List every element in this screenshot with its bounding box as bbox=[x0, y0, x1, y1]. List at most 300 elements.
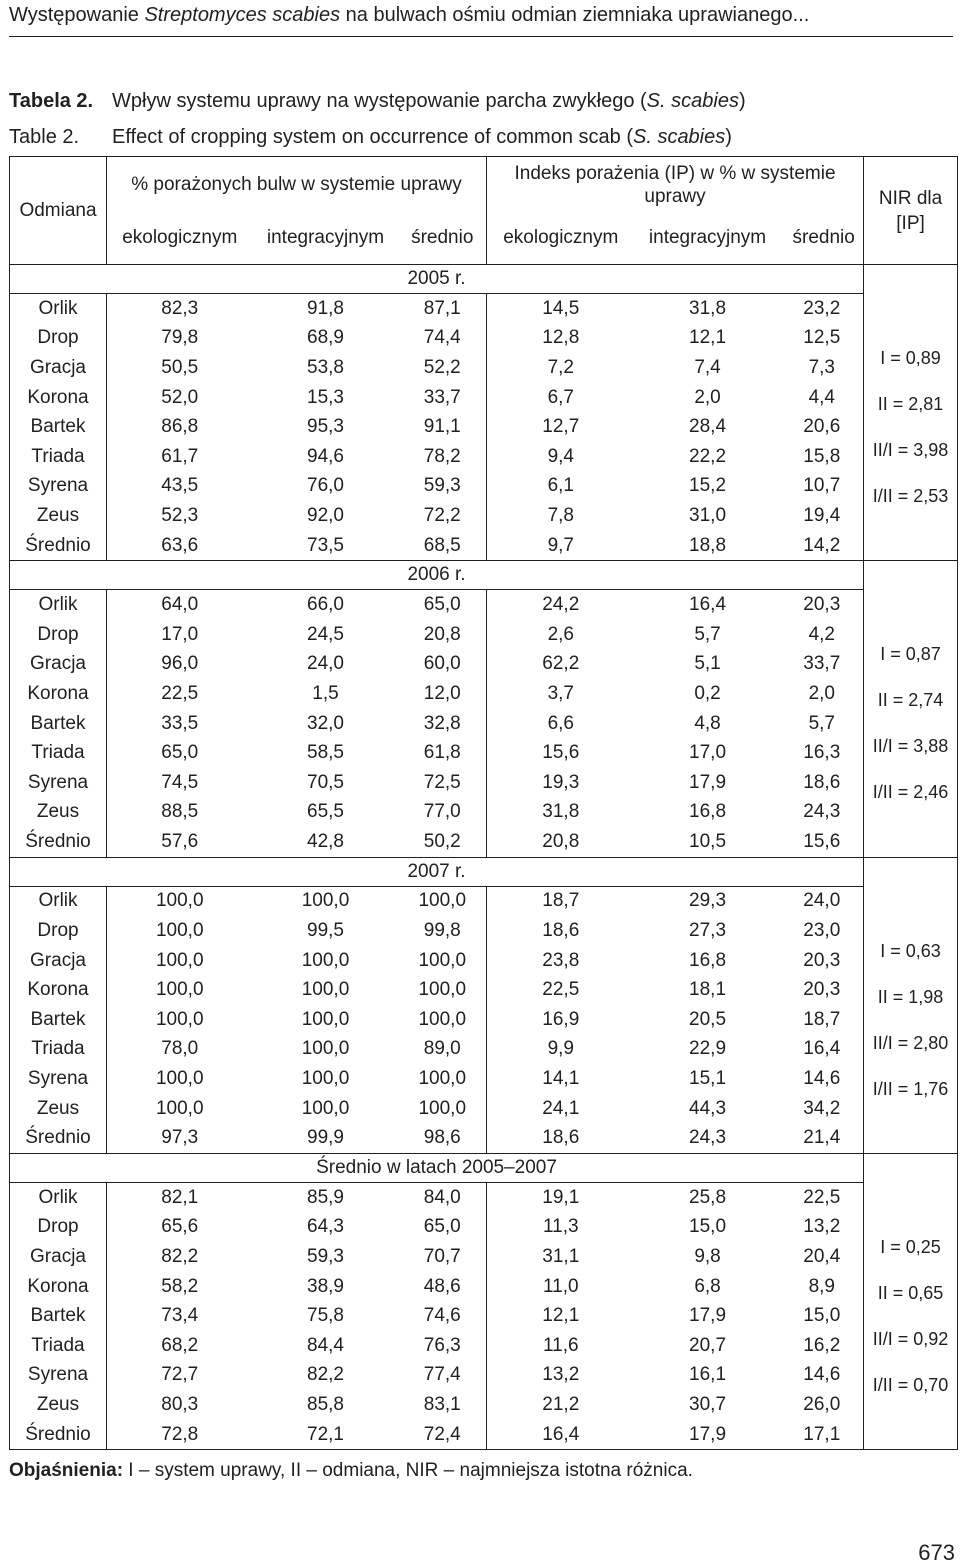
value-cell: 9,4 bbox=[547, 445, 574, 467]
nir-spacer bbox=[864, 265, 958, 294]
value-cell: 15,6 bbox=[542, 742, 580, 764]
value-cell: 74,4 bbox=[399, 324, 487, 354]
value-cell: 31,1 bbox=[542, 1246, 580, 1268]
value-cell: 16,4 bbox=[781, 1035, 864, 1065]
variety-cell: Średnio bbox=[10, 531, 107, 561]
value-cell: 6,6 bbox=[547, 712, 574, 734]
value-cell: 6,1 bbox=[547, 475, 574, 497]
value-cell: 5,7 bbox=[781, 709, 864, 739]
caption-en-label: Table 2. bbox=[9, 126, 80, 148]
variety-cell: Orlik bbox=[10, 886, 107, 916]
value-cell: 16,9 bbox=[542, 1008, 580, 1030]
value-cell: 7,4 bbox=[694, 356, 721, 378]
table-row bbox=[10, 768, 958, 798]
value-cell: 100,0 bbox=[301, 890, 350, 912]
value-cell: 7,3 bbox=[781, 353, 864, 383]
value-cell: 16,4 bbox=[487, 1420, 635, 1450]
value-cell: 82,3 bbox=[161, 297, 199, 319]
value-cell: 18,1 bbox=[689, 979, 727, 1001]
nir-value: I = 0,63 bbox=[880, 940, 941, 961]
value-cell: 72,7 bbox=[161, 1364, 199, 1386]
variety-cell: Korona bbox=[10, 679, 107, 709]
table-row bbox=[10, 946, 958, 976]
variety-cell: Drop bbox=[10, 620, 107, 650]
table-row bbox=[10, 1035, 958, 1065]
value-cell: 11,0 bbox=[542, 1275, 579, 1297]
value-cell: 15,6 bbox=[781, 827, 864, 857]
value-cell: 88,5 bbox=[161, 801, 199, 823]
value-cell: 15,0 bbox=[689, 1216, 727, 1238]
value-cell: 100,0 bbox=[301, 949, 350, 971]
nir-value: I/II = 2,53 bbox=[872, 485, 949, 506]
variety-cell: Gracja bbox=[10, 353, 107, 383]
variety-cell: Zeus bbox=[10, 1390, 107, 1420]
value-cell: 17,9 bbox=[635, 1420, 781, 1450]
value-cell: 96,0 bbox=[161, 653, 199, 675]
value-cell: 52,2 bbox=[399, 353, 487, 383]
table-caption-pl bbox=[9, 90, 746, 113]
value-cell: 64,0 bbox=[161, 594, 199, 616]
value-cell: 42,8 bbox=[253, 827, 399, 857]
value-cell: 72,5 bbox=[399, 768, 487, 798]
caption-en-italic: S. scabies bbox=[632, 126, 726, 148]
value-cell: 22,5 bbox=[161, 682, 199, 704]
value-cell: 7,8 bbox=[547, 504, 574, 526]
section-year: 2005 r. bbox=[10, 265, 864, 294]
value-cell: 72,2 bbox=[399, 501, 487, 531]
nir-value: II/I = 3,98 bbox=[872, 439, 949, 460]
value-cell: 12,0 bbox=[399, 679, 487, 709]
variety-cell: Orlik bbox=[10, 590, 107, 620]
value-cell: 50,5 bbox=[161, 356, 199, 378]
table-row bbox=[10, 383, 958, 413]
value-cell: 16,8 bbox=[689, 801, 727, 823]
table-row bbox=[10, 709, 958, 739]
table-row bbox=[10, 975, 958, 1005]
value-cell: 16,2 bbox=[781, 1331, 864, 1361]
value-cell: 17,0 bbox=[689, 742, 727, 764]
value-cell: 12,1 bbox=[689, 327, 727, 349]
value-cell: 100,0 bbox=[301, 979, 350, 1001]
value-cell: 15,3 bbox=[307, 386, 344, 408]
value-cell: 24,5 bbox=[307, 623, 344, 645]
nir-values-cell bbox=[864, 294, 958, 561]
value-cell: 22,9 bbox=[689, 1038, 727, 1060]
value-cell: 58,5 bbox=[307, 742, 344, 764]
value-cell: 100,0 bbox=[155, 1008, 204, 1030]
value-cell: 22,5 bbox=[542, 979, 580, 1001]
value-cell: 58,2 bbox=[161, 1275, 199, 1297]
variety-cell: Bartek bbox=[10, 1005, 107, 1035]
value-cell: 2,6 bbox=[547, 623, 574, 645]
value-cell: 3,7 bbox=[547, 682, 574, 704]
value-cell: 98,6 bbox=[399, 1123, 487, 1153]
value-cell: 100,0 bbox=[301, 1008, 350, 1030]
value-cell: 32,0 bbox=[307, 712, 344, 734]
value-cell: 10,5 bbox=[635, 827, 781, 857]
value-cell: 10,7 bbox=[781, 472, 864, 502]
value-cell: 61,7 bbox=[161, 445, 199, 467]
value-cell: 91,8 bbox=[307, 297, 344, 319]
variety-cell: Korona bbox=[10, 975, 107, 1005]
value-cell: 68,9 bbox=[307, 327, 344, 349]
value-cell: 100,0 bbox=[155, 1097, 204, 1119]
header-group-infected: % porażonych bulw w systemie uprawy bbox=[107, 157, 487, 213]
nir-value: I = 0,87 bbox=[880, 644, 941, 665]
value-cell: 33,7 bbox=[781, 650, 864, 680]
header-odmiana: Odmiana bbox=[10, 157, 107, 265]
value-cell: 77,0 bbox=[399, 798, 487, 828]
value-cell: 82,2 bbox=[307, 1364, 344, 1386]
data-table bbox=[9, 156, 958, 1450]
value-cell: 20,4 bbox=[781, 1242, 864, 1272]
value-cell: 78,0 bbox=[161, 1038, 199, 1060]
value-cell: 20,3 bbox=[781, 975, 864, 1005]
nir-value: I/II = 2,46 bbox=[872, 782, 949, 803]
value-cell: 15,1 bbox=[689, 1068, 727, 1090]
nir-values-cell bbox=[864, 886, 958, 1153]
table-row bbox=[10, 1331, 958, 1361]
table-row bbox=[10, 1123, 958, 1153]
value-cell: 18,7 bbox=[781, 1005, 864, 1035]
value-cell: 100,0 bbox=[399, 1094, 487, 1124]
table-row bbox=[10, 798, 958, 828]
variety-cell: Gracja bbox=[10, 650, 107, 680]
value-cell: 100,0 bbox=[399, 1005, 487, 1035]
value-cell: 20,7 bbox=[689, 1334, 727, 1356]
value-cell: 27,3 bbox=[689, 920, 727, 942]
variety-cell: Drop bbox=[10, 324, 107, 354]
nir-value: I = 0,25 bbox=[880, 1236, 941, 1257]
nir-value: I/II = 0,70 bbox=[872, 1374, 949, 1395]
value-cell: 60,0 bbox=[399, 650, 487, 680]
value-cell: 30,7 bbox=[689, 1393, 727, 1415]
value-cell: 68,2 bbox=[161, 1334, 199, 1356]
value-cell: 20,3 bbox=[781, 946, 864, 976]
nir-value: I/II = 1,76 bbox=[872, 1078, 949, 1099]
value-cell: 73,5 bbox=[253, 531, 399, 561]
table-row bbox=[10, 1420, 958, 1450]
value-cell: 100,0 bbox=[399, 1064, 487, 1094]
value-cell: 33,5 bbox=[161, 712, 199, 734]
value-cell: 25,8 bbox=[689, 1186, 727, 1208]
variety-cell: Triada bbox=[10, 442, 107, 472]
value-cell: 23,8 bbox=[542, 949, 580, 971]
value-cell: 23,2 bbox=[781, 294, 864, 324]
value-cell: 52,3 bbox=[161, 504, 199, 526]
variety-cell: Korona bbox=[10, 1272, 107, 1302]
value-cell: 13,2 bbox=[781, 1213, 864, 1243]
value-cell: 87,1 bbox=[399, 294, 487, 324]
value-cell: 14,6 bbox=[781, 1064, 864, 1094]
header-nir: NIR dla [IP] bbox=[864, 157, 958, 265]
value-cell: 20,8 bbox=[487, 827, 635, 857]
value-cell: 22,2 bbox=[689, 445, 727, 467]
value-cell: 34,2 bbox=[781, 1094, 864, 1124]
value-cell: 24,3 bbox=[781, 798, 864, 828]
value-cell: 100,0 bbox=[399, 975, 487, 1005]
value-cell: 97,3 bbox=[107, 1123, 253, 1153]
table-row bbox=[10, 1094, 958, 1124]
variety-cell: Bartek bbox=[10, 1301, 107, 1331]
caption-en-text: Effect of cropping system on occurrence of common scab ( bbox=[112, 126, 633, 148]
value-cell: 17,9 bbox=[689, 771, 727, 793]
table-row bbox=[10, 1064, 958, 1094]
table-row bbox=[10, 650, 958, 680]
header-col-avg-1: średnio bbox=[399, 212, 487, 265]
value-cell: 19,1 bbox=[542, 1186, 580, 1208]
table-row bbox=[10, 620, 958, 650]
value-cell: 50,2 bbox=[399, 827, 487, 857]
table-row bbox=[10, 1390, 958, 1420]
value-cell: 5,7 bbox=[694, 623, 721, 645]
variety-cell: Orlik bbox=[10, 1183, 107, 1213]
caption-pl-label: Tabela 2. bbox=[9, 90, 94, 112]
header-rule bbox=[9, 36, 953, 37]
value-cell: 76,3 bbox=[399, 1331, 487, 1361]
nir-value: II/I = 3,88 bbox=[872, 736, 949, 757]
table-row bbox=[10, 1242, 958, 1272]
value-cell: 14,6 bbox=[781, 1361, 864, 1391]
value-cell: 24,3 bbox=[635, 1123, 781, 1153]
value-cell: 21,4 bbox=[781, 1123, 864, 1153]
table-row bbox=[10, 1213, 958, 1243]
value-cell: 52,0 bbox=[161, 386, 199, 408]
value-cell: 20,3 bbox=[781, 590, 864, 620]
value-cell: 29,3 bbox=[689, 890, 727, 912]
value-cell: 100,0 bbox=[155, 1068, 204, 1090]
value-cell: 76,0 bbox=[307, 475, 344, 497]
value-cell: 20,8 bbox=[399, 620, 487, 650]
value-cell: 38,9 bbox=[307, 1275, 344, 1297]
value-cell: 62,2 bbox=[542, 653, 580, 675]
value-cell: 82,1 bbox=[161, 1186, 199, 1208]
value-cell: 85,8 bbox=[307, 1393, 344, 1415]
value-cell: 63,6 bbox=[107, 531, 253, 561]
nir-spacer bbox=[864, 857, 958, 886]
value-cell: 11,3 bbox=[542, 1216, 579, 1238]
table-row bbox=[10, 472, 958, 502]
value-cell: 24,2 bbox=[542, 594, 580, 616]
value-cell: 16,4 bbox=[689, 594, 727, 616]
variety-cell: Triada bbox=[10, 1035, 107, 1065]
value-cell: 70,7 bbox=[399, 1242, 487, 1272]
table-row bbox=[10, 1361, 958, 1391]
variety-cell: Średnio bbox=[10, 1420, 107, 1450]
value-cell: 82,2 bbox=[161, 1246, 199, 1268]
value-cell: 99,8 bbox=[399, 916, 487, 946]
value-cell: 100,0 bbox=[301, 1068, 350, 1090]
caption-pl-end: ) bbox=[738, 90, 746, 112]
value-cell: 4,8 bbox=[694, 712, 721, 734]
value-cell: 15,8 bbox=[781, 442, 864, 472]
table-row bbox=[10, 531, 958, 561]
value-cell: 100,0 bbox=[155, 979, 204, 1001]
value-cell: 31,8 bbox=[689, 297, 727, 319]
table-row bbox=[10, 501, 958, 531]
value-cell: 18,6 bbox=[487, 1123, 635, 1153]
table-row bbox=[10, 324, 958, 354]
table-header bbox=[10, 157, 958, 265]
value-cell: 83,1 bbox=[399, 1390, 487, 1420]
value-cell: 99,5 bbox=[307, 920, 344, 942]
value-cell: 100,0 bbox=[399, 886, 487, 916]
value-cell: 12,8 bbox=[542, 327, 580, 349]
value-cell: 59,3 bbox=[307, 1246, 344, 1268]
value-cell: 4,4 bbox=[781, 383, 864, 413]
note-text: I – system uprawy, II – odmiana, NIR – najmniejsza istotna różnica. bbox=[123, 1460, 693, 1481]
value-cell: 9,9 bbox=[547, 1038, 574, 1060]
value-cell: 8,9 bbox=[781, 1272, 864, 1302]
value-cell: 19,3 bbox=[542, 771, 580, 793]
value-cell: 74,6 bbox=[399, 1301, 487, 1331]
variety-cell: Syrena bbox=[10, 1064, 107, 1094]
variety-cell: Orlik bbox=[10, 294, 107, 324]
running-head bbox=[9, 4, 809, 27]
variety-cell: Korona bbox=[10, 383, 107, 413]
value-cell: 84,0 bbox=[399, 1183, 487, 1213]
table-row bbox=[10, 353, 958, 383]
value-cell: 14,5 bbox=[542, 297, 580, 319]
variety-cell: Drop bbox=[10, 916, 107, 946]
value-cell: 14,2 bbox=[781, 531, 864, 561]
value-cell: 24,1 bbox=[542, 1097, 580, 1119]
value-cell: 12,1 bbox=[542, 1305, 580, 1327]
variety-cell: Syrena bbox=[10, 1361, 107, 1391]
value-cell: 21,2 bbox=[542, 1393, 580, 1415]
value-cell: 18,6 bbox=[542, 920, 580, 942]
value-cell: 2,0 bbox=[781, 679, 864, 709]
table-row bbox=[10, 442, 958, 472]
running-head-suffix: na bulwach ośmiu odmian ziemniaka uprawianego... bbox=[340, 4, 810, 26]
variety-cell: Syrena bbox=[10, 472, 107, 502]
value-cell: 1,5 bbox=[312, 682, 339, 704]
value-cell: 15,2 bbox=[689, 475, 727, 497]
table-row bbox=[10, 679, 958, 709]
value-cell: 32,8 bbox=[399, 709, 487, 739]
variety-cell: Zeus bbox=[10, 1094, 107, 1124]
value-cell: 16,1 bbox=[689, 1364, 727, 1386]
value-cell: 59,3 bbox=[399, 472, 487, 502]
header-group-index: Indeks porażenia (IP) w % w systemie uprawy bbox=[487, 157, 864, 213]
value-cell: 22,5 bbox=[781, 1183, 864, 1213]
value-cell: 65,0 bbox=[161, 742, 199, 764]
value-cell: 65,6 bbox=[161, 1216, 199, 1238]
nir-value: I = 0,89 bbox=[880, 347, 941, 368]
value-cell: 16,3 bbox=[781, 738, 864, 768]
variety-cell: Gracja bbox=[10, 946, 107, 976]
value-cell: 20,6 bbox=[781, 412, 864, 442]
header-col-int-2: integracyjnym bbox=[635, 212, 781, 265]
value-cell: 12,7 bbox=[542, 416, 580, 438]
nir-value: II/I = 0,92 bbox=[872, 1328, 949, 1349]
value-cell: 89,0 bbox=[399, 1035, 487, 1065]
value-cell: 44,3 bbox=[689, 1097, 727, 1119]
nir-values-cell bbox=[864, 590, 958, 857]
value-cell: 72,1 bbox=[253, 1420, 399, 1450]
value-cell: 17,1 bbox=[781, 1420, 864, 1450]
caption-pl-text: Wpływ systemu uprawy na występowanie parcha zwykłego ( bbox=[112, 90, 647, 112]
value-cell: 100,0 bbox=[155, 949, 204, 971]
running-head-prefix: Występowanie bbox=[9, 4, 145, 26]
table-body bbox=[10, 265, 958, 1450]
value-cell: 100,0 bbox=[155, 890, 204, 912]
value-cell: 79,8 bbox=[161, 327, 199, 349]
variety-cell: Średnio bbox=[10, 1123, 107, 1153]
variety-cell: Zeus bbox=[10, 501, 107, 531]
value-cell: 86,8 bbox=[161, 416, 199, 438]
value-cell: 73,4 bbox=[161, 1305, 199, 1327]
nir-value: II = 2,74 bbox=[877, 690, 944, 711]
value-cell: 17,9 bbox=[689, 1305, 727, 1327]
value-cell: 48,6 bbox=[399, 1272, 487, 1302]
value-cell: 16,8 bbox=[689, 949, 727, 971]
value-cell: 14,1 bbox=[542, 1068, 580, 1090]
value-cell: 92,0 bbox=[307, 504, 344, 526]
value-cell: 100,0 bbox=[155, 920, 204, 942]
value-cell: 13,2 bbox=[542, 1364, 580, 1386]
value-cell: 94,6 bbox=[307, 445, 344, 467]
section-year: Średnio w latach 2005–2007 bbox=[10, 1154, 864, 1183]
value-cell: 12,5 bbox=[781, 324, 864, 354]
value-cell: 78,2 bbox=[399, 442, 487, 472]
value-cell: 100,0 bbox=[301, 1097, 350, 1119]
variety-cell: Gracja bbox=[10, 1242, 107, 1272]
value-cell: 68,5 bbox=[399, 531, 487, 561]
value-cell: 65,0 bbox=[399, 1213, 487, 1243]
variety-cell: Triada bbox=[10, 738, 107, 768]
value-cell: 64,3 bbox=[307, 1216, 344, 1238]
value-cell: 20,5 bbox=[689, 1008, 727, 1030]
value-cell: 66,0 bbox=[307, 594, 344, 616]
table-row bbox=[10, 294, 958, 324]
value-cell: 80,3 bbox=[161, 1393, 199, 1415]
table-row bbox=[10, 827, 958, 857]
variety-cell: Triada bbox=[10, 1331, 107, 1361]
value-cell: 31,8 bbox=[542, 801, 580, 823]
note-label: Objaśnienia: bbox=[9, 1460, 124, 1481]
value-cell: 85,9 bbox=[307, 1186, 344, 1208]
value-cell: 11,6 bbox=[542, 1334, 579, 1356]
value-cell: 2,0 bbox=[694, 386, 721, 408]
section-year: 2007 r. bbox=[10, 857, 864, 886]
caption-en-end: ) bbox=[725, 126, 732, 148]
variety-cell: Bartek bbox=[10, 412, 107, 442]
nir-spacer bbox=[864, 1154, 958, 1183]
value-cell: 72,8 bbox=[107, 1420, 253, 1450]
header-col-int-1: integracyjnym bbox=[253, 212, 399, 265]
value-cell: 57,6 bbox=[107, 827, 253, 857]
value-cell: 26,0 bbox=[781, 1390, 864, 1420]
value-cell: 77,4 bbox=[399, 1361, 487, 1391]
table-row bbox=[10, 412, 958, 442]
page-number: 673 bbox=[918, 1540, 955, 1565]
variety-cell: Średnio bbox=[10, 827, 107, 857]
header-col-eco-1: ekologicznym bbox=[107, 212, 253, 265]
value-cell: 75,8 bbox=[307, 1305, 344, 1327]
value-cell: 0,2 bbox=[694, 682, 721, 704]
value-cell: 72,4 bbox=[399, 1420, 487, 1450]
value-cell: 31,0 bbox=[689, 504, 727, 526]
value-cell: 6,7 bbox=[547, 386, 574, 408]
value-cell: 5,1 bbox=[694, 653, 721, 675]
value-cell: 61,8 bbox=[399, 738, 487, 768]
value-cell: 91,1 bbox=[399, 412, 487, 442]
table-row bbox=[10, 886, 958, 916]
table-row bbox=[10, 1183, 958, 1213]
value-cell: 23,0 bbox=[781, 916, 864, 946]
value-cell: 19,4 bbox=[781, 501, 864, 531]
